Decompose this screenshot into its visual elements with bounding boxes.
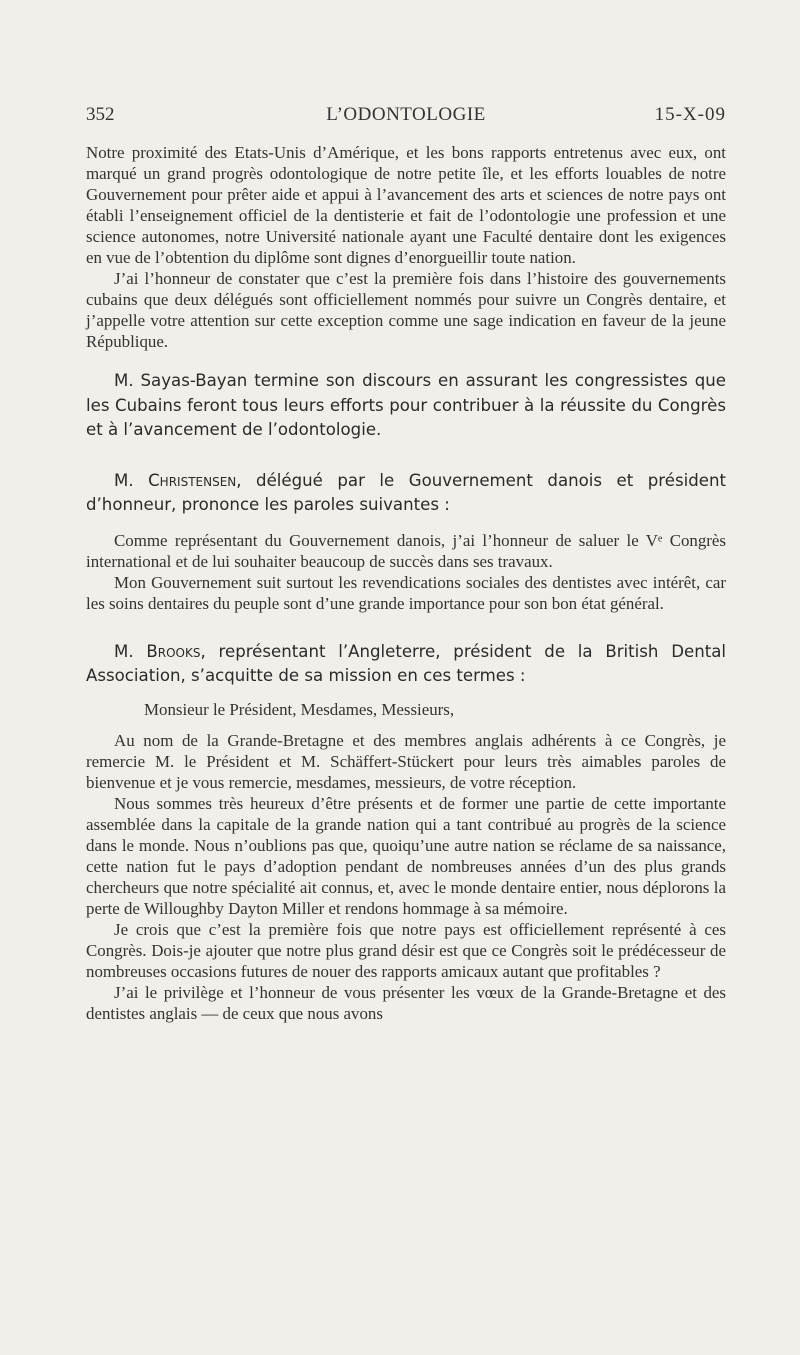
journal-title: L’ODONTOLOGIE <box>326 104 486 125</box>
page-number: 352 <box>86 104 115 125</box>
page-body <box>86 142 726 1024</box>
paragraph-christensen-intro: M. Christensen, délégué par le Gouvernement danois et président d’honneur, prononce les paroles suivantes : <box>86 470 726 514</box>
issue-date: 15-X-09 <box>654 104 726 125</box>
speaker-name: Brooks <box>146 641 201 661</box>
paragraph-christensen-government: Mon Gouvernement suit surtout les revendications sociales des dentistes avec intérêt, car les soins dentaires du peuple sont d’une grande importance pour son bon état général. <box>86 572 726 613</box>
paragraph-brooks-wishes: J’ai le privilège et l’honneur de vous présenter les vœux de la Grande-Bretagne et des dentistes anglais — de ceux que nous avons <box>86 982 726 1023</box>
paragraph-cuba-delegates: J’ai l’honneur de constater que c’est la première fois dans l’histoire des gouvernements cubains que deux délégués sont officiellement nommés pour suivre un Congrès dentaire, et j’appelle votre attention sur cette exception comme une sage indication en faveur de la jeune République. <box>86 269 726 351</box>
paragraph-brooks-intro: M. Brooks, représentant l’Angleterre, président de la British Dental Association, s’acquitte de sa mission en ces termes : <box>86 641 726 685</box>
salutation: Monsieur le Président, Mesdames, Messieurs, <box>144 699 455 719</box>
paragraph-sayas-bayan-closing: M. Sayas-Bayan termine son discours en assurant les congressistes que les Cubains feront tous leurs efforts pour contribuer à la réussite du Congrès et à l’avancement de l’odontologie. <box>86 371 726 439</box>
paragraph-cuba-proximity: Notre proximité des Etats-Unis d’Amérique, et les bons rapports entretenus avec eux, ont marqué un grand progrès odontologique de notre petite île, et les efforts louables de notre Gouvernement pour prêter aide et appui à l’avancement des arts et sciences de notre pays ont établi l’enseignement officiel de la dentisterie et fait de l’odontologie une profession et une science autonomes, notre Université nationale ayant une Faculté dentaire dont les exigences en vue de l’obtention du diplôme sont dignes d’enorgueillir toute nation. <box>86 143 726 267</box>
paragraph-brooks-thanks: Au nom de la Grande-Bretagne et des membres anglais adhérents à ce Congrès, je remercie M. le Président et M. Schäffert-Stückert pour leurs très aimables paroles de bienvenue et je vous remercie, mesdames, messieurs, de votre réception. <box>86 730 726 792</box>
speaker-name: Christensen <box>148 470 237 490</box>
paragraph-christensen-greeting: Comme représentant du Gouvernement danois, j’ai l’honneur de saluer le Vᵉ Congrès international et de lui souhaiter beaucoup de succès dans ses travaux. <box>86 530 726 571</box>
running-header <box>86 104 726 134</box>
paragraph-brooks-assembly: Nous sommes très heureux d’être présents et de former une partie de cette importante assemblée dans la capitale de la grande nation qui a tant contribué au progrès de la science dans le monde. Nous n’oublions pas que, quoiqu’une autre nation se réclame de sa naissance, cette nation fut le pays d’adoption pendant de nombreuses années d’un des plus grands chercheurs que notre spécialité ait connus, et, avec le monde dentaire entier, nous déplorons la perte de Willoughby Dayton Miller et rendons hommage à sa mémoire. <box>86 793 726 918</box>
paragraph-brooks-first-representation: Je crois que c’est la première fois que notre pays est officiellement représenté à ces Congrès. Dois-je ajouter que notre plus grand désir est que ce Congrès soit le prédécesseur de nombreuses occasions futures de nouer des rapports amicaux autant que profitables ? <box>86 919 726 981</box>
